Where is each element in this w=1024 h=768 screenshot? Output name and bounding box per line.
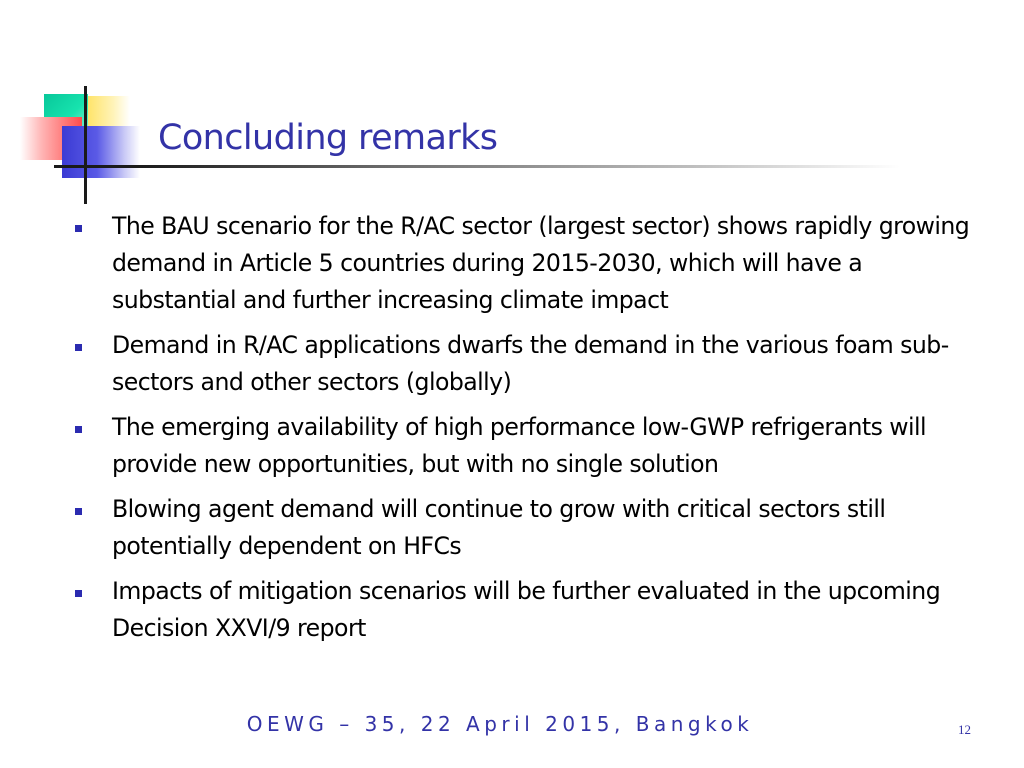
slide-footer: OEWG – 35, 22 April 2015, Bangkok [246,712,754,736]
bullet-list [72,208,982,655]
bullet-item [72,491,982,565]
bullet-text: The BAU scenario for the R/AC sector (largest sector) shows rapidly growing demand in Article 5 countries during 2015-2030, which will have a substantial and further increasing climate impact [112,212,970,314]
bullet-text: Blowing agent demand will continue to grow with critical sectors still potentially dependent on HFCs [112,495,886,560]
bullet-item [72,327,982,401]
bullet-item [72,409,982,483]
page-number: 12 [958,722,971,737]
bullet-item [72,573,982,647]
square-bullet-icon [75,508,82,515]
vertical-divider-line [84,86,87,204]
bullet-item [72,208,982,319]
bullet-text: Impacts of mitigation scenarios will be further evaluated in the upcoming Decision XXVI/9 report [112,577,941,642]
bullet-text: Demand in R/AC applications dwarfs the demand in the various foam sub-sectors and other sectors (globally) [112,331,949,396]
title-underline [54,165,900,168]
square-bullet-icon [75,344,82,351]
square-bullet-icon [75,426,82,433]
slide-title: Concluding remarks [158,118,498,158]
color-squares-logo [0,0,160,210]
square-bullet-icon [75,590,82,597]
blue-square [62,126,140,178]
square-bullet-icon [75,225,82,232]
bullet-text: The emerging availability of high performance low-GWP refrigerants will provide new opportunities, but with no single solution [112,413,927,478]
